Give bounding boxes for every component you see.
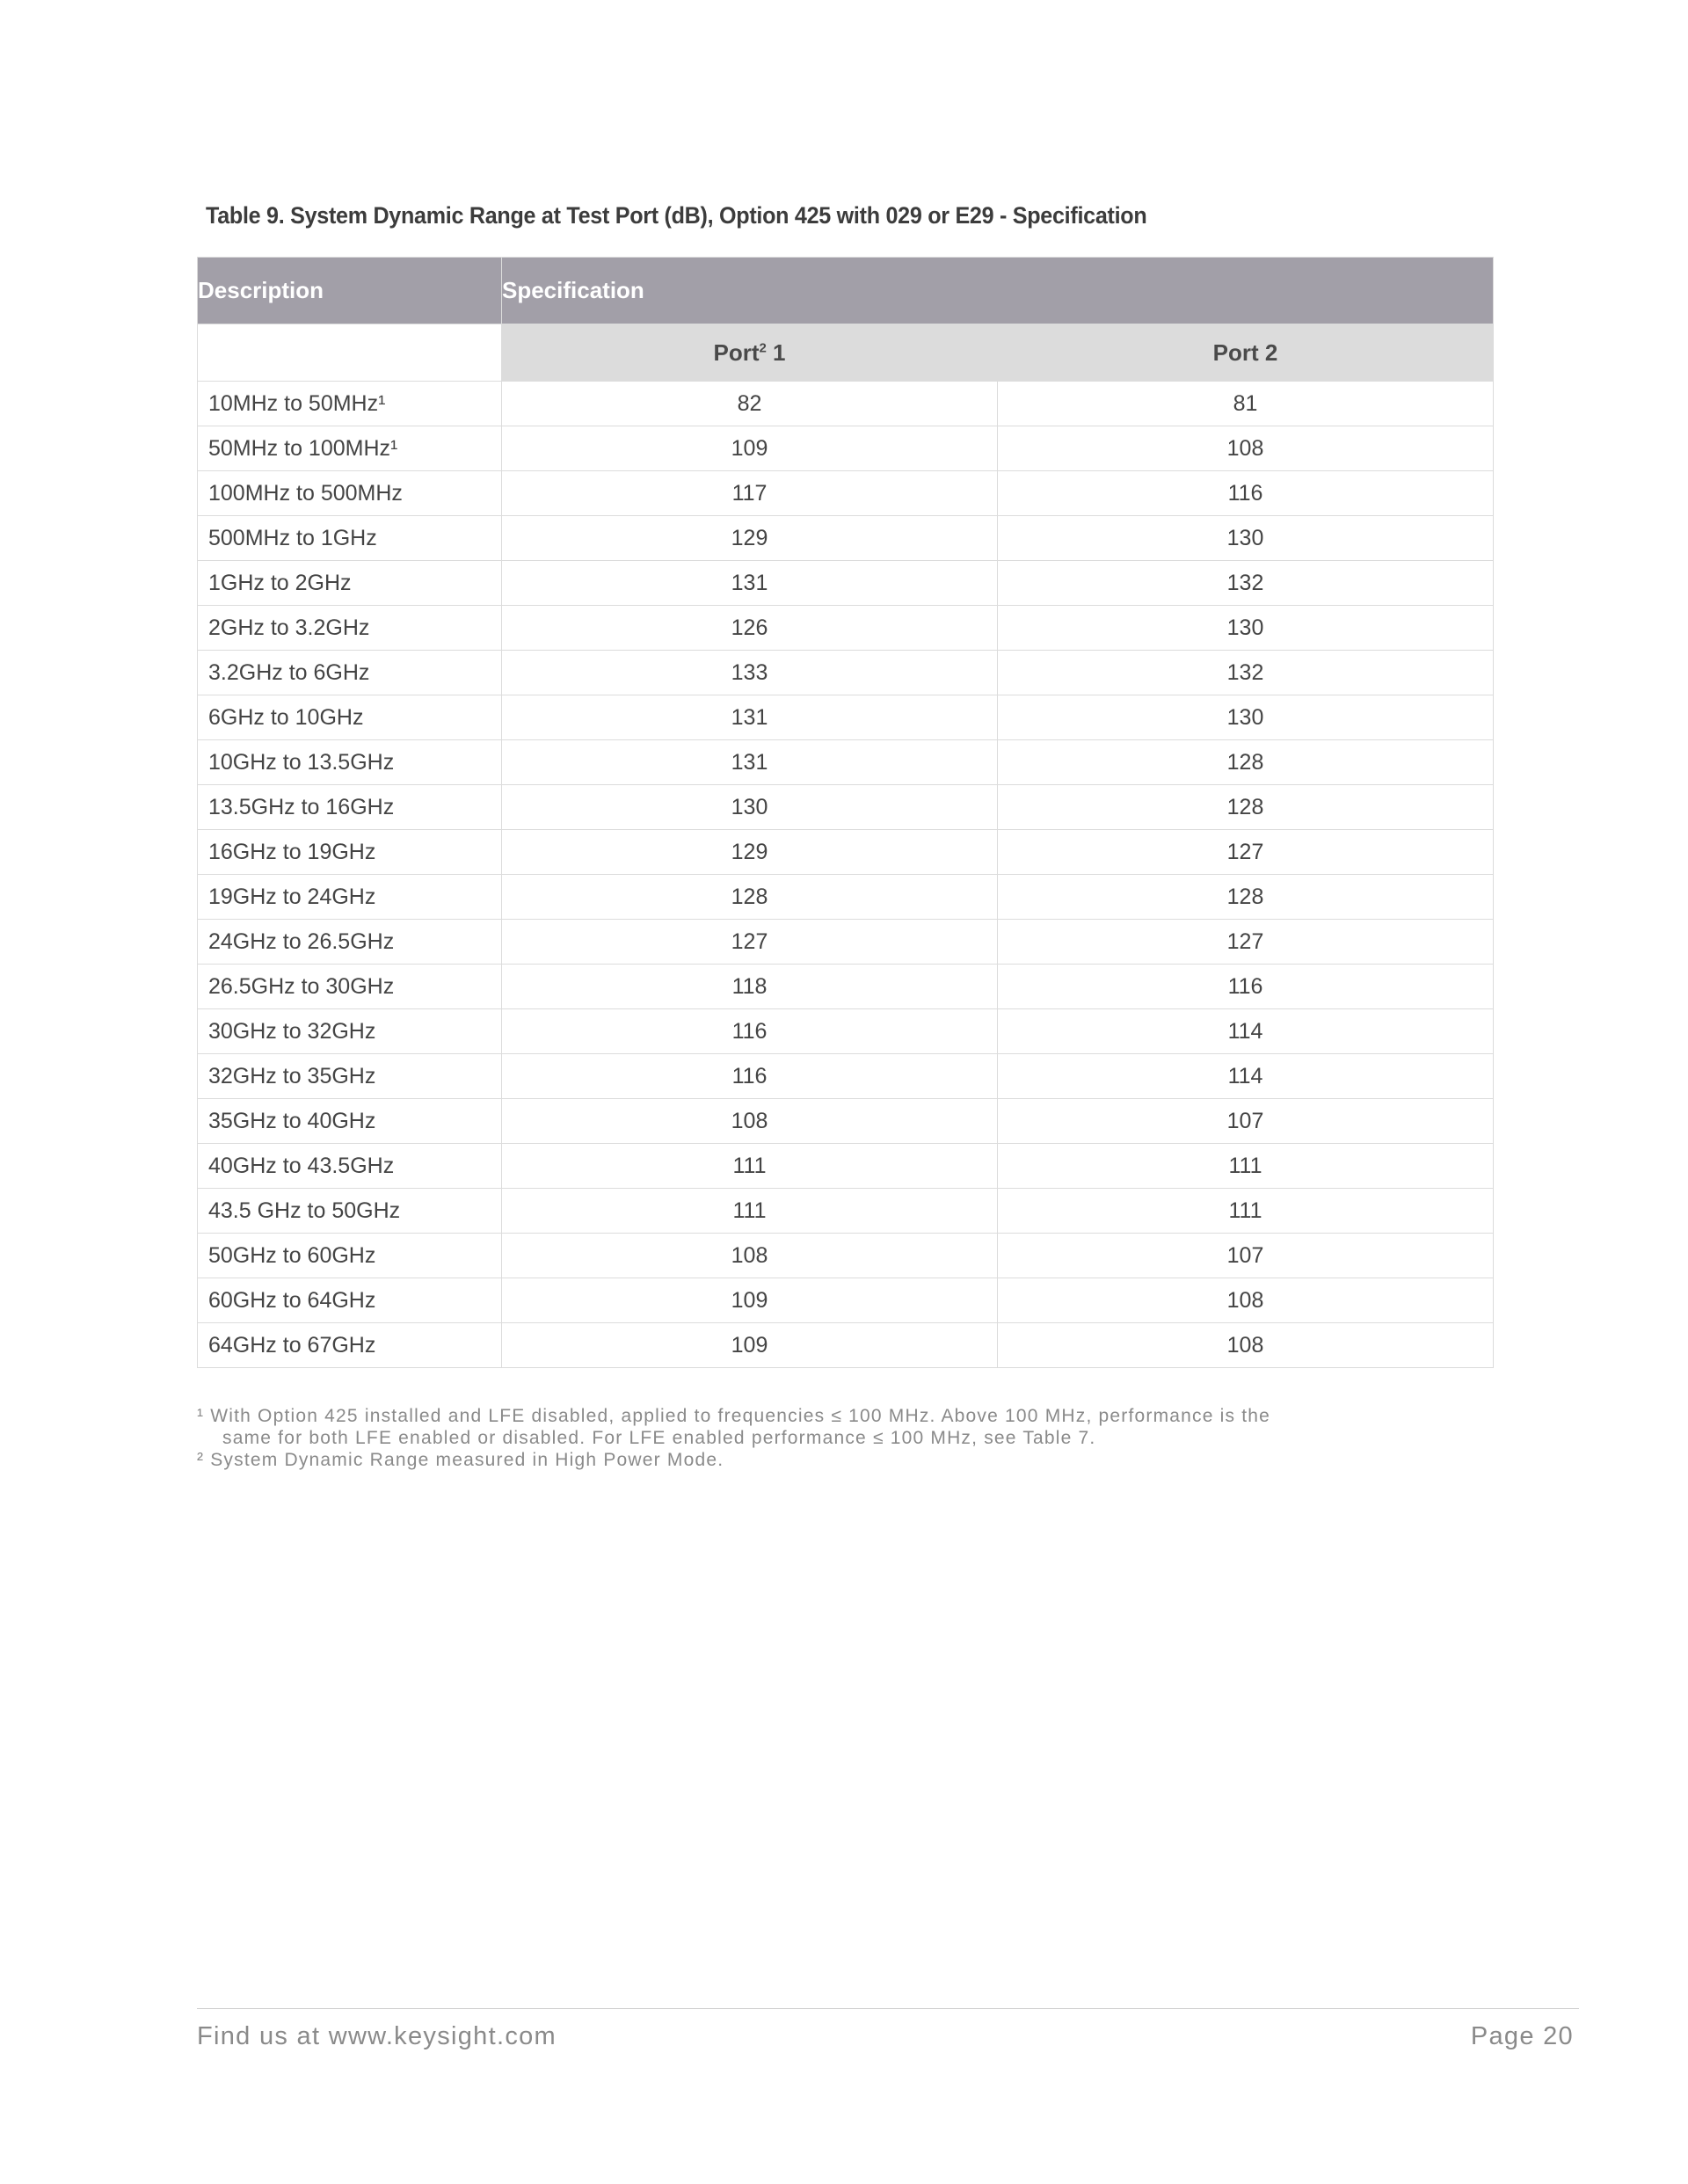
row-port-1-cell: 109 <box>502 1323 998 1368</box>
row-port-2-cell: 130 <box>998 695 1494 740</box>
table-row <box>198 561 1494 606</box>
table-row <box>198 965 1494 1009</box>
row-description-cell: 32GHz to 35GHz <box>198 1054 502 1099</box>
row-port-1-cell: 133 <box>502 651 998 695</box>
row-port-1-cell: 126 <box>502 606 998 651</box>
row-port-2-cell: 127 <box>998 920 1494 965</box>
subheader-port-1 <box>502 324 998 382</box>
row-port-2-cell: 128 <box>998 785 1494 830</box>
row-port-2-cell: 111 <box>998 1189 1494 1234</box>
row-port-2-cell: 108 <box>998 426 1494 471</box>
table-row <box>198 516 1494 561</box>
row-port-1-cell: 128 <box>502 875 998 920</box>
footer-divider <box>197 2008 1579 2009</box>
row-port-2-cell: 111 <box>998 1144 1494 1189</box>
row-port-1-cell: 129 <box>502 516 998 561</box>
subheader-blank-cell <box>198 324 502 382</box>
table-row <box>198 1189 1494 1234</box>
row-port-1-cell: 131 <box>502 695 998 740</box>
row-description-cell: 40GHz to 43.5GHz <box>198 1144 502 1189</box>
row-port-1-cell: 129 <box>502 830 998 875</box>
page-number: Page 20 <box>1470 2022 1574 2050</box>
row-port-2-cell: 127 <box>998 830 1494 875</box>
row-port-1-cell: 131 <box>502 740 998 785</box>
table-header-row <box>198 258 1494 324</box>
table-row <box>198 830 1494 875</box>
table-row <box>198 785 1494 830</box>
row-port-2-cell: 81 <box>998 382 1494 426</box>
row-description-cell: 500MHz to 1GHz <box>198 516 502 561</box>
row-port-1-cell: 111 <box>502 1144 998 1189</box>
row-port-1-cell: 116 <box>502 1009 998 1054</box>
row-port-2-cell: 128 <box>998 875 1494 920</box>
row-port-2-cell: 108 <box>998 1278 1494 1323</box>
row-port-1-cell: 82 <box>502 382 998 426</box>
table-title: Table 9. System Dynamic Range at Test Port (dB), Option 425 with 029 or E29 - Specification <box>206 202 1147 229</box>
row-port-2-cell: 114 <box>998 1054 1494 1099</box>
row-description-cell: 35GHz to 40GHz <box>198 1099 502 1144</box>
row-description-cell: 13.5GHz to 16GHz <box>198 785 502 830</box>
row-description-cell: 64GHz to 67GHz <box>198 1323 502 1368</box>
port-1-footnote-ref: 2 <box>759 339 767 355</box>
row-port-1-cell: 109 <box>502 426 998 471</box>
row-description-cell: 24GHz to 26.5GHz <box>198 920 502 965</box>
table-row <box>198 606 1494 651</box>
table-subheader-row <box>198 324 1494 382</box>
row-port-1-cell: 127 <box>502 920 998 965</box>
table-row <box>198 1144 1494 1189</box>
row-description-cell: 43.5 GHz to 50GHz <box>198 1189 502 1234</box>
table-row <box>198 1099 1494 1144</box>
row-port-2-cell: 130 <box>998 516 1494 561</box>
row-port-1-cell: 109 <box>502 1278 998 1323</box>
row-port-1-cell: 131 <box>502 561 998 606</box>
row-port-1-cell: 117 <box>502 471 998 516</box>
row-description-cell: 60GHz to 64GHz <box>198 1278 502 1323</box>
table-row <box>198 1278 1494 1323</box>
row-description-cell: 10MHz to 50MHz¹ <box>198 382 502 426</box>
row-port-2-cell: 107 <box>998 1234 1494 1278</box>
row-port-1-cell: 111 <box>502 1189 998 1234</box>
row-description-cell: 3.2GHz to 6GHz <box>198 651 502 695</box>
row-description-cell: 26.5GHz to 30GHz <box>198 965 502 1009</box>
table-row <box>198 740 1494 785</box>
row-description-cell: 6GHz to 10GHz <box>198 695 502 740</box>
row-description-cell: 19GHz to 24GHz <box>198 875 502 920</box>
row-description-cell: 1GHz to 2GHz <box>198 561 502 606</box>
row-port-2-cell: 107 <box>998 1099 1494 1144</box>
table-row <box>198 875 1494 920</box>
footer-website-link[interactable]: Find us at www.keysight.com <box>197 2022 557 2050</box>
port-1-label: Port <box>713 339 760 366</box>
table-row <box>198 426 1494 471</box>
footnotes <box>197 1405 1445 1471</box>
row-port-2-cell: 132 <box>998 651 1494 695</box>
table-row <box>198 920 1494 965</box>
table-row <box>198 471 1494 516</box>
subheader-port-2: Port 2 <box>998 324 1494 382</box>
row-description-cell: 16GHz to 19GHz <box>198 830 502 875</box>
row-port-2-cell: 116 <box>998 471 1494 516</box>
table-row <box>198 1234 1494 1278</box>
row-description-cell: 50GHz to 60GHz <box>198 1234 502 1278</box>
table-body <box>198 382 1494 1368</box>
row-port-1-cell: 108 <box>502 1099 998 1144</box>
row-port-1-cell: 116 <box>502 1054 998 1099</box>
table-row <box>198 1054 1494 1099</box>
row-description-cell: 100MHz to 500MHz <box>198 471 502 516</box>
table-row <box>198 1009 1494 1054</box>
dynamic-range-table <box>197 257 1494 1368</box>
header-specification: Specification <box>502 258 1494 324</box>
row-description-cell: 10GHz to 13.5GHz <box>198 740 502 785</box>
footnote-1 <box>197 1405 1445 1449</box>
footnote-2: ² System Dynamic Range measured in High Power Mode. <box>197 1450 724 1470</box>
row-port-2-cell: 114 <box>998 1009 1494 1054</box>
table-row <box>198 651 1494 695</box>
row-description-cell: 30GHz to 32GHz <box>198 1009 502 1054</box>
row-port-2-cell: 130 <box>998 606 1494 651</box>
table-row <box>198 695 1494 740</box>
table-row <box>198 1323 1494 1368</box>
table-row <box>198 382 1494 426</box>
row-port-2-cell: 116 <box>998 965 1494 1009</box>
port-1-number: 1 <box>766 339 786 366</box>
row-port-1-cell: 118 <box>502 965 998 1009</box>
row-port-2-cell: 132 <box>998 561 1494 606</box>
footnote-1-line-2: same for both LFE enabled or disabled. For LFE enabled performance ≤ 100 MHz, see Table 7. <box>222 1428 1096 1448</box>
row-description-cell: 2GHz to 3.2GHz <box>198 606 502 651</box>
row-port-1-cell: 108 <box>502 1234 998 1278</box>
row-description-cell: 50MHz to 100MHz¹ <box>198 426 502 471</box>
row-port-1-cell: 130 <box>502 785 998 830</box>
row-port-2-cell: 108 <box>998 1323 1494 1368</box>
footnote-1-line-1: ¹ With Option 425 installed and LFE disabled, applied to frequencies ≤ 100 MHz. Above 100 MHz, performance is the <box>197 1406 1271 1426</box>
header-description: Description <box>198 258 502 324</box>
row-port-2-cell: 128 <box>998 740 1494 785</box>
